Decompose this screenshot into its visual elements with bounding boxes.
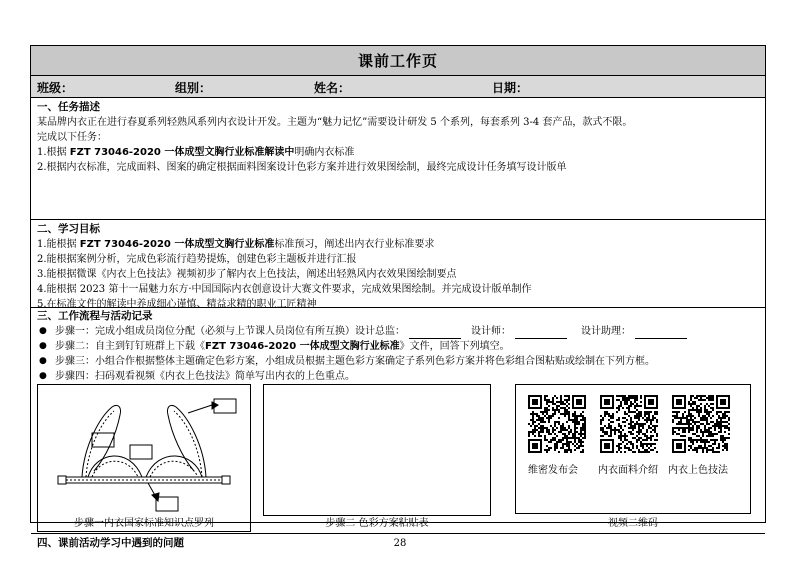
- qr-label-coloring-technique: 内衣上色技法: [668, 465, 728, 476]
- qr-code-icon[interactable]: [600, 395, 658, 453]
- task-intro: 某品牌内衣正在进行春夏系列轻熟风系列内衣设计开发。主题为“魅力记忆”需要设计研发 5 个系列，每套系列 3-4 套产品，款式不限。: [37, 117, 633, 128]
- section-heading: 三、工作流程与活动记录: [37, 310, 153, 322]
- step-2: ● 步骤二：自主到钉钉班群上下载《FZT 73046-2020 一体成型文胸行业标准》文件，回答下列填空。: [37, 339, 765, 354]
- task-item-2: 2.根据内衣标准，完成面料、图案的确定根据面料图案设计色彩方案并进行效果图绘制，最终完成设计任务填写设计版单: [37, 162, 567, 173]
- qr-code-box: [515, 384, 751, 514]
- callout-box-2: [130, 445, 152, 459]
- qr-code-icon[interactable]: [528, 395, 586, 453]
- color-scheme-paste-box[interactable]: [263, 384, 491, 516]
- section-heading: 一、任务描述: [37, 101, 100, 113]
- goal-item-1: 1.能根据 FZT 73046-2020 一体成型文胸行业标准标准预习，阐述出内衣行业标准要求: [37, 239, 435, 250]
- section-heading: 四、课前活动学习中遇到的问题: [37, 537, 184, 549]
- qr-label-fashion-show: 维密发布会: [528, 465, 578, 476]
- workflow-section: [31, 308, 765, 534]
- goal-item-2: 2.能根据案例分析，完成色彩流行趋势提炼，创建色彩主题板并进行汇报: [37, 254, 357, 265]
- date-label: 日期：: [492, 81, 529, 95]
- step-3: ● 步骤三：小组合作根据整体主题确定色彩方案，小组成员根据主题色彩方案确定子系列色彩方案并将色彩组合图粘贴或绘制在下列方框。: [37, 354, 765, 369]
- designer-blank[interactable]: [515, 327, 567, 339]
- task-lead: 完成以下任务：: [37, 132, 107, 143]
- box3-caption: 视频二维码: [608, 518, 658, 529]
- goal-item-3: 3.能根据微课《内衣上色技法》视频初步了解内衣上色技法，阐述出轻熟风内衣效果图绘制要点: [37, 269, 457, 280]
- qr-code-icon[interactable]: [672, 395, 730, 453]
- callout-box-4: [156, 497, 178, 511]
- student-info-row: [31, 76, 765, 98]
- step-1: ● 步骤一：完成小组成员岗位分配（必须与上节课人员岗位有所互换）设计总监： 设计师： 设计助理：: [37, 324, 765, 339]
- bra-diagram: [38, 385, 250, 531]
- class-label: 班级：: [37, 81, 74, 95]
- box1-caption: 步骤一内衣国家标准知识点罗列: [74, 518, 214, 529]
- learning-goals-section: [31, 220, 765, 308]
- right-cup-shape: [146, 456, 202, 477]
- task-item-1: 1.根据 FZT 73046-2020 一体成型文胸行业标准解读中明确内衣标准: [37, 147, 355, 158]
- goal-item-5: 5.在标准文件的解读中养成细心谨慎、精益求精的职业工匠精神: [37, 299, 317, 310]
- director-blank[interactable]: [409, 327, 461, 339]
- assistant-blank[interactable]: [635, 327, 687, 339]
- section-heading: 二、学习目标: [37, 223, 100, 235]
- task-description-section: [31, 98, 765, 220]
- name-label: 姓名：: [314, 81, 351, 95]
- page-number: 28: [393, 538, 407, 549]
- step-4: ● 步骤四：扫码观看视频《内衣上色技法》简单写出内衣的上色重点。: [37, 369, 765, 384]
- standards-notes-box[interactable]: [37, 384, 251, 532]
- group-label: 组别：: [175, 81, 212, 95]
- box2-caption: 步骤二 色彩方案粘贴表: [325, 518, 429, 529]
- worksheet-title-bar: [31, 46, 765, 76]
- qr-label-fabric-intro: 内衣面料介绍: [598, 465, 658, 476]
- worksheet-title: 课前工作页: [357, 52, 438, 70]
- goal-item-4: 4.能根据 2023 第十一届魅力东方·中国国际内衣创意设计大赛文件要求，完成效果图绘制。并完成设计版单制作: [37, 284, 532, 295]
